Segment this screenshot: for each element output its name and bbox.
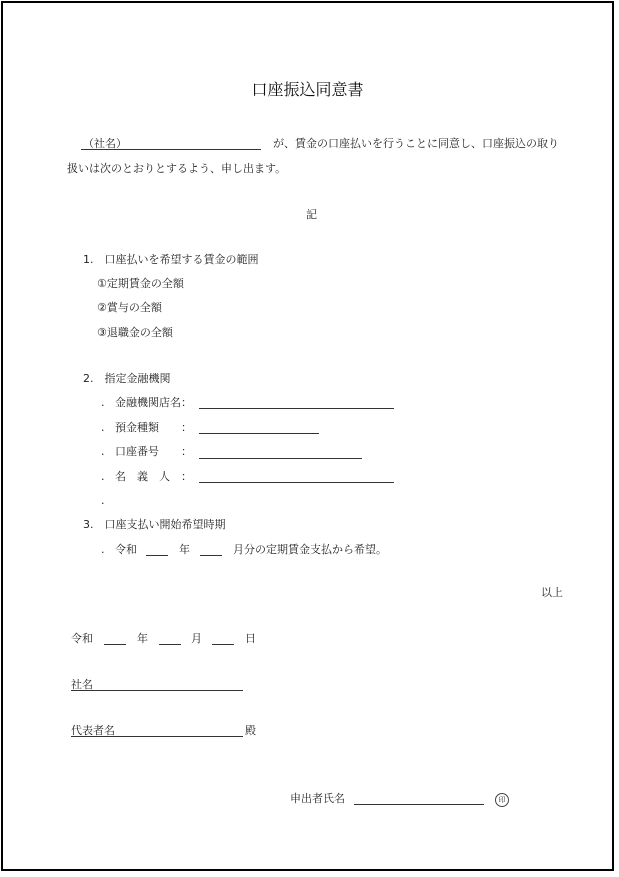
section-1-item: ②賞与の全額 (97, 301, 162, 314)
representative-label: 代表者名 (71, 724, 115, 737)
field-colon: ： (181, 421, 192, 434)
start-suffix: 月分の定期賃金支払から希望。 (233, 543, 387, 556)
intro-line-1: が、賃金の口座払いを行うことに同意し、口座振込の取り (273, 137, 559, 150)
company-label: 社名 (71, 678, 93, 691)
account-number-label: 口座番号 (115, 445, 159, 458)
document-title: 口座振込同意書 (251, 80, 364, 99)
account-type-label: 預金種類 (115, 421, 159, 434)
representative-blank-line (71, 736, 243, 737)
field-bullet: . (101, 421, 105, 434)
company-blank-line (81, 149, 261, 150)
date-month-unit: 月 (191, 632, 202, 645)
start-year-blank (146, 555, 168, 556)
start-era: 令和 (115, 543, 137, 556)
date-year-blank (104, 644, 126, 645)
account-holder-label: 名 義 人 (115, 470, 170, 483)
ki-marker: 記 (306, 208, 317, 221)
account-number-blank-line (199, 458, 362, 459)
seal-icon: 印 (495, 793, 509, 807)
bank-branch-blank-line (199, 408, 394, 409)
applicant-name-blank-line (354, 804, 484, 805)
account-holder-blank-line (199, 482, 394, 483)
date-month-blank (159, 644, 181, 645)
section-3-heading: 3. 口座支払い開始希望時期 (83, 518, 226, 531)
field-bullet: . (101, 494, 105, 507)
seal-mark (495, 792, 509, 807)
company-name-blank-line (71, 690, 243, 691)
document-page (1, 1, 614, 871)
date-year-unit: 年 (137, 632, 148, 645)
bank-branch-label: 金融機関店名： (115, 396, 192, 409)
field-bullet: . (101, 470, 105, 483)
start-year-unit: 年 (179, 543, 190, 556)
intro-line-2: 扱いは次のとおりとするよう、申し出ます。 (67, 162, 287, 175)
field-colon: ： (181, 470, 192, 483)
company-placeholder: （社名） (83, 137, 127, 150)
field-colon: ： (181, 445, 192, 458)
account-type-blank-line (199, 433, 319, 434)
field-bullet: . (101, 543, 105, 556)
closing-text: 以上 (541, 586, 563, 599)
field-bullet: . (101, 396, 105, 409)
date-day-unit: 日 (245, 632, 256, 645)
applicant-label: 申出者氏名 (290, 792, 345, 805)
section-1-heading: 1. 口座払いを希望する賃金の範囲 (83, 253, 259, 266)
section-2-heading: 2. 指定金融機関 (83, 372, 171, 385)
date-era: 令和 (71, 632, 93, 645)
section-1-item: ③退職金の全額 (97, 326, 173, 339)
date-day-blank (212, 644, 234, 645)
honorific-suffix: 殿 (245, 724, 256, 737)
field-bullet: . (101, 445, 105, 458)
start-month-blank (200, 555, 222, 556)
section-1-item: ①定期賃金の全額 (97, 277, 184, 290)
